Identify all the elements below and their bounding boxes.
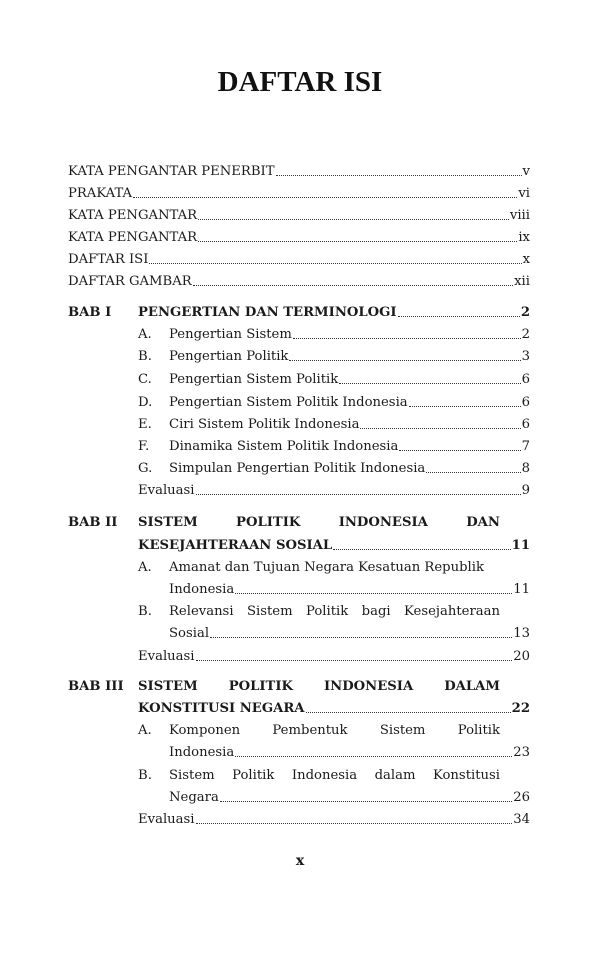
word: DALAM xyxy=(444,679,500,694)
evaluation-page: 9 xyxy=(521,483,530,498)
leader-dots xyxy=(409,392,521,407)
evaluation-label: Evaluasi xyxy=(138,649,195,664)
section-entry[interactable] xyxy=(169,742,530,764)
leader-dots xyxy=(306,698,511,713)
word: Konstitusi xyxy=(433,768,500,783)
section-page: 26 xyxy=(513,790,530,805)
leader-dots xyxy=(196,646,513,661)
section-entry[interactable] xyxy=(169,623,530,645)
chapter-page: 2 xyxy=(520,305,530,320)
word: SISTEM xyxy=(138,679,198,694)
section-letter: F. xyxy=(138,439,150,454)
section-letter: G. xyxy=(138,461,153,476)
word: DAN xyxy=(466,515,500,530)
chapter-entry[interactable] xyxy=(138,535,530,557)
word: bagi xyxy=(361,604,391,619)
section-title-line2: Negara xyxy=(169,790,219,805)
word: Politik xyxy=(306,604,349,619)
section-title-line1[interactable] xyxy=(169,601,500,623)
leader-dots xyxy=(360,414,520,429)
leader-dots xyxy=(339,369,520,384)
section-title: Pengertian Sistem xyxy=(169,327,292,342)
word: Politik xyxy=(232,768,275,783)
leader-dots xyxy=(289,346,520,361)
toc-entry-page: x xyxy=(522,252,530,267)
chapter-entry[interactable] xyxy=(138,302,530,324)
evaluation-label: Evaluasi xyxy=(138,483,195,498)
section-entry[interactable] xyxy=(169,787,530,809)
toc-entry-label: PRAKATA xyxy=(68,186,133,201)
section-letter: B. xyxy=(138,768,152,783)
evaluation-label: Evaluasi xyxy=(138,812,195,827)
toc-entry[interactable] xyxy=(68,227,530,249)
leader-dots xyxy=(196,809,513,824)
chapter-page: 11 xyxy=(511,538,530,553)
evaluation-page: 34 xyxy=(513,812,530,827)
word: Relevansi xyxy=(169,604,234,619)
word: Komponen xyxy=(169,723,241,738)
word: Sistem xyxy=(246,604,293,619)
evaluation-entry[interactable] xyxy=(138,809,530,831)
section-entry[interactable] xyxy=(169,436,530,458)
leader-dots xyxy=(149,249,521,264)
leader-dots xyxy=(196,480,521,495)
section-page: 8 xyxy=(521,461,530,476)
section-page: 6 xyxy=(521,372,530,387)
word: Politik xyxy=(457,723,500,738)
toc-entry[interactable] xyxy=(68,205,530,227)
chapter-title-line2: KESEJAHTERAAN SOSIAL xyxy=(138,538,333,553)
chapter-page: 22 xyxy=(511,701,530,716)
section-letter: A. xyxy=(138,560,152,575)
leader-dots xyxy=(333,535,510,550)
section-entry[interactable] xyxy=(169,369,530,391)
evaluation-entry[interactable] xyxy=(138,480,530,502)
word: INDONESIA xyxy=(324,679,414,694)
section-entry[interactable] xyxy=(169,579,530,601)
section-entry[interactable] xyxy=(169,414,530,436)
section-letter: B. xyxy=(138,604,152,619)
section-entry[interactable] xyxy=(169,324,530,346)
word: SISTEM xyxy=(138,515,198,530)
page-title: DAFTAR ISI xyxy=(217,66,383,98)
section-letter: B. xyxy=(138,349,152,364)
chapter-entry[interactable] xyxy=(138,698,530,720)
section-title: Pengertian Sistem Politik xyxy=(169,372,339,387)
section-letter: C. xyxy=(138,372,152,387)
toc-entry-label: DAFTAR GAMBAR xyxy=(68,274,192,289)
chapter-label: BAB I xyxy=(68,305,112,320)
word: Pembentuk xyxy=(272,723,348,738)
section-page: 13 xyxy=(513,626,530,641)
leader-dots xyxy=(235,579,512,594)
leader-dots xyxy=(210,623,512,638)
leader-dots xyxy=(198,205,509,220)
evaluation-entry[interactable] xyxy=(138,646,530,668)
word: Indonesia xyxy=(291,768,358,783)
section-page: 23 xyxy=(513,745,530,760)
word: dalam xyxy=(374,768,416,783)
chapter-title: PENGERTIAN DAN TERMINOLOGI xyxy=(138,305,397,320)
leader-dots xyxy=(235,742,512,757)
toc-entry[interactable] xyxy=(68,271,530,293)
word: POLITIK xyxy=(236,515,301,530)
word: Sistem xyxy=(379,723,426,738)
section-title: Simpulan Pengertian Politik Indonesia xyxy=(169,461,426,476)
toc-entry[interactable] xyxy=(68,161,530,183)
section-title: Ciri Sistem Politik Indonesia xyxy=(169,417,360,432)
chapter-title-line1[interactable] xyxy=(138,512,500,534)
leader-dots xyxy=(399,436,520,451)
section-letter: E. xyxy=(138,417,152,432)
section-page: 6 xyxy=(521,395,530,410)
toc-entry[interactable] xyxy=(68,249,530,271)
page-number: x xyxy=(295,853,305,869)
section-title-line2: Sosial xyxy=(169,626,210,641)
leader-dots xyxy=(133,183,517,198)
leader-dots xyxy=(276,161,522,176)
section-letter: D. xyxy=(138,395,153,410)
section-entry[interactable] xyxy=(169,392,530,414)
section-entry[interactable] xyxy=(169,458,530,480)
toc-entry-label: KATA PENGANTAR xyxy=(68,208,198,223)
toc-entry-page: xii xyxy=(514,274,530,289)
leader-dots xyxy=(398,302,520,317)
toc-entry-label: KATA PENGANTAR PENERBIT xyxy=(68,164,275,179)
section-page: 6 xyxy=(521,417,530,432)
section-title-line2: Indonesia xyxy=(169,745,235,760)
section-page: 11 xyxy=(513,582,530,597)
leader-dots xyxy=(193,271,513,286)
toc-entry-page: vi xyxy=(518,186,530,201)
toc-entry-page: viii xyxy=(509,208,530,223)
section-title-line2: Indonesia xyxy=(169,582,235,597)
section-title: Dinamika Sistem Politik Indonesia xyxy=(169,439,399,454)
evaluation-page: 20 xyxy=(513,649,530,664)
chapter-title-line1[interactable] xyxy=(138,676,500,698)
word: POLITIK xyxy=(228,679,293,694)
leader-dots xyxy=(293,324,521,339)
section-page: 2 xyxy=(521,327,530,342)
section-page: 7 xyxy=(521,439,530,454)
section-title: Pengertian Sistem Politik Indonesia xyxy=(169,395,408,410)
section-letter: A. xyxy=(138,327,152,342)
section-title-line1: Amanat dan Tujuan Negara Kesatuan Republik xyxy=(169,560,484,575)
word: Kesejahteraan xyxy=(404,604,500,619)
leader-dots xyxy=(426,458,520,473)
chapter-label: BAB III xyxy=(68,679,124,694)
leader-dots xyxy=(198,227,517,242)
section-title: Pengertian Politik xyxy=(169,349,289,364)
word: Sistem xyxy=(169,768,215,783)
section-title-line1[interactable] xyxy=(169,765,500,787)
section-page: 3 xyxy=(521,349,530,364)
chapter-title-line2: KONSTITUSI NEGARA xyxy=(138,701,305,716)
section-entry[interactable] xyxy=(169,346,530,368)
word: INDONESIA xyxy=(338,515,428,530)
toc-entry-page: ix xyxy=(518,230,530,245)
leader-dots xyxy=(220,787,512,802)
toc-entry-page: v xyxy=(522,164,530,179)
toc-entry-label: DAFTAR ISI xyxy=(68,252,149,267)
chapter-label: BAB II xyxy=(68,515,118,530)
section-title-line1[interactable] xyxy=(169,720,500,742)
toc-entry[interactable] xyxy=(68,183,530,205)
section-letter: A. xyxy=(138,723,152,738)
toc-entry-label: KATA PENGANTAR xyxy=(68,230,198,245)
